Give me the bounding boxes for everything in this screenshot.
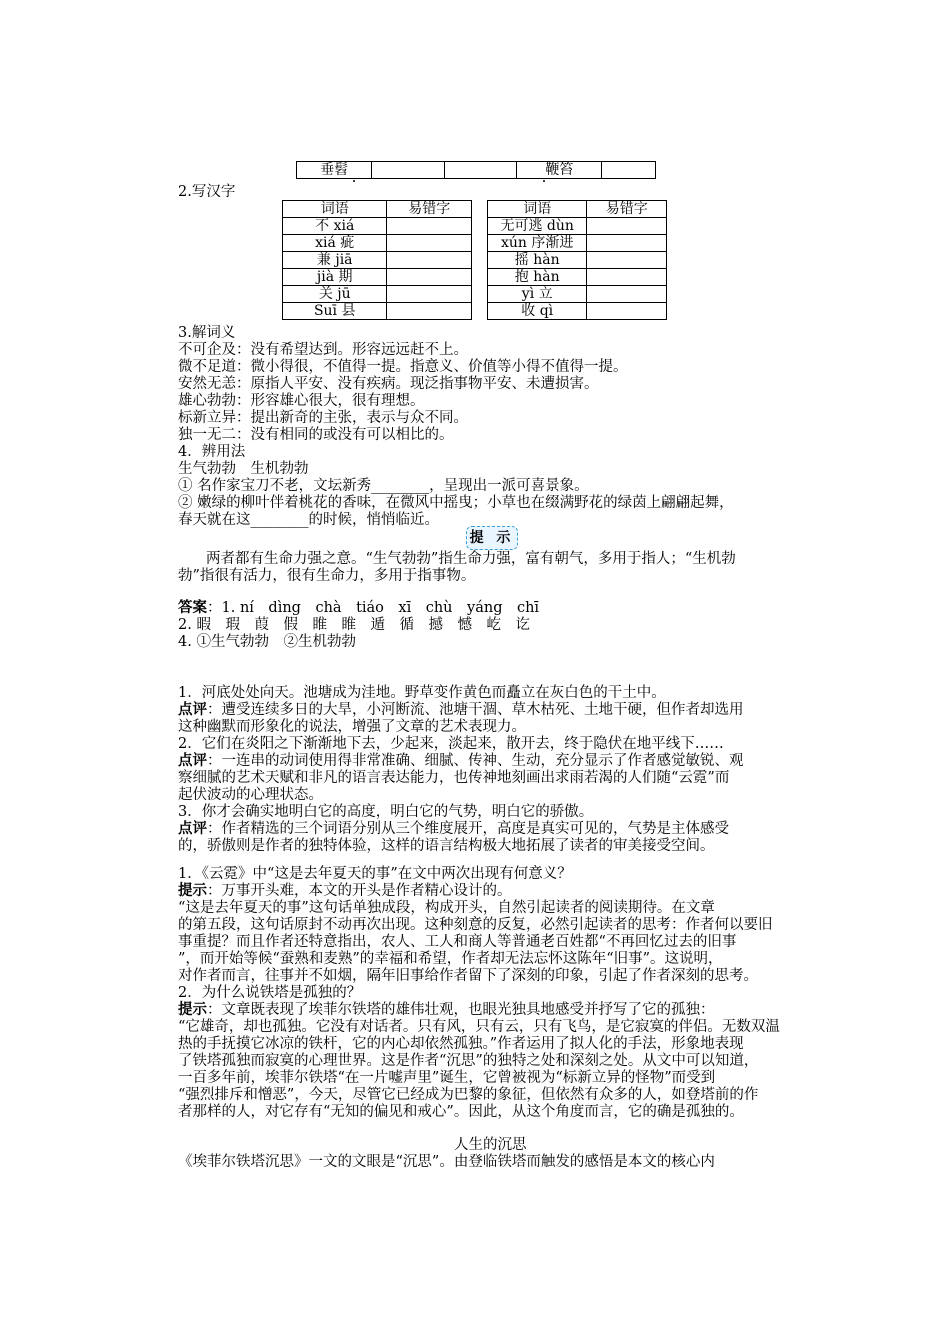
hint-text: 两者都有生命力强之意。“生气勃勃”指生命力强，富有朝气，多用于指人；“生机勃: [206, 551, 736, 567]
answers-line-1: [178, 600, 539, 617]
word-cell: Suī 县: [283, 303, 387, 320]
emphasis-dot: [543, 180, 545, 182]
definition-line: 不可企及：没有希望达到。形容远远赶不上。: [178, 342, 468, 358]
section-2-title: 2.写汉字: [178, 184, 236, 200]
hanzi-table-left: [282, 200, 472, 320]
answers-label: 答案: [178, 600, 207, 616]
top-cell-2: [372, 162, 444, 179]
hanzi-table-right: [487, 200, 667, 320]
section-4-title: 4．辨用法: [178, 444, 246, 460]
answer-cell: [387, 286, 472, 303]
paragraph-line: “这是去年夏天的事”这句话单独成段，构成开头，自然引起读者的阅读期待。在文章: [178, 900, 715, 916]
answers-text: ：1. ní dìng chà tiáo xī chù yáng chī: [207, 600, 540, 616]
definition-line: 独一无二：没有相同的或没有可以相比的。: [178, 427, 454, 443]
answer-cell: [587, 269, 667, 286]
tip-2: [178, 1002, 715, 1019]
comment-text: ：一连串的动词使用得非常准确、细腻、传神、生动，充分显示了作者感觉敏锐、观: [207, 753, 744, 769]
comment-label: 点评: [178, 753, 207, 769]
comment-text: ：遭受连续多日的大旱，小河断流、池塘干涸、草木枯死、土地干硬，但作者却选用: [207, 702, 744, 718]
definition-line: 安然无恙：原指人平安、没有疾病。现泛指事物平安、未遭损害。: [178, 376, 599, 392]
top-cell-1: 垂髫: [297, 162, 372, 179]
emphasis-dot: [353, 180, 355, 182]
header-word: 词语: [283, 201, 387, 218]
paragraph-line: “强烈排斥和憎恶”，今天，尽管它已经成为巴黎的象征，但依然有众多的人，如登塔前的作: [178, 1087, 759, 1103]
paragraph-line: 热的手抚摸它冰凉的铁杆，它的内心却依然孤独。”作者运用了拟人化的手法，形象地表现: [178, 1036, 744, 1052]
tip-1: [178, 883, 512, 900]
answer-cell: [587, 218, 667, 235]
word-pair: 生气勃勃 生机勃勃: [178, 461, 309, 477]
essay-line: 《埃菲尔铁塔沉思》一文的文眼是“沉思”。由登临铁塔而触发的感悟是本文的核心内: [178, 1154, 715, 1170]
definition-line: 雄心勃勃：形容雄心很大，很有理想。: [178, 393, 425, 409]
hint-text-cont: 勃”指很有活力，很有生命力，多用于指事物。: [178, 568, 476, 584]
answer-cell: [587, 235, 667, 252]
word-cell: 不 xiá: [283, 218, 387, 235]
tip-text: ：文章既表现了埃菲尔铁塔的雄伟壮观，也眼光独具地感受并抒写了它的孤独：: [207, 1002, 715, 1018]
paragraph-line: 一百多年前，埃菲尔铁塔“在一片嘘声里”诞生，它曾被视为“标新立异的怪物”而受到: [178, 1070, 716, 1086]
answer-cell: [587, 286, 667, 303]
comment-3: [178, 821, 729, 838]
answer-cell: [387, 303, 472, 320]
word-cell: 兼 jiā: [283, 252, 387, 269]
answer-cell: [387, 235, 472, 252]
question-2: 2．为什么说铁塔是孤独的？: [178, 985, 362, 1001]
exercise-2: ② 嫩绿的柳叶伴着桃花的香味，在微风中摇曳；小草也在缀满野花的绿茵上翩翩起舞，: [178, 495, 734, 511]
header-error: 易错字: [587, 201, 667, 218]
word-cell: 无可逃 dùn: [488, 218, 587, 235]
essay-title: 人生的沉思: [454, 1137, 527, 1153]
comment-1: [178, 702, 744, 719]
paragraph-line: 了铁塔孤独而寂寞的心理世界。这是作者“沉思”的独特之处和深刻之处。从文中可以知道，: [178, 1053, 759, 1069]
hint-badge: 提 示: [466, 526, 518, 550]
paragraph-line: 事重提？而且作者还特意指出，农人、工人和商人等普通老百姓都“不再回忆过去的旧事: [178, 934, 737, 950]
comment-2-cont: 起伏波动的心理状态。: [178, 787, 323, 803]
comment-1-cont: 这种幽默而形象化的说法，增强了文章的艺术表现力。: [178, 719, 526, 735]
answer-cell: [387, 218, 472, 235]
top-cell-4: 鞭笞: [517, 162, 602, 179]
sentence-1: 1．河底处处向天。池塘成为洼地。野草变作黄色而矗立在灰白色的干土中。: [178, 685, 666, 701]
word-cell: 抱 hàn: [488, 269, 587, 286]
paragraph-line: 者那样的人，对它存有“无知的偏见和戒心”。因此，从这个角度而言，它的确是孤独的。: [178, 1104, 744, 1120]
top-word-table: [296, 161, 656, 179]
header-word: 词语: [488, 201, 587, 218]
top-cell-3: [444, 162, 516, 179]
paragraph-line: “它雄奇，却也孤独。它没有对话者。只有风，只有云，只有飞鸟，是它寂寞的伴侣。无数双温: [178, 1019, 780, 1035]
word-cell: jià 期: [283, 269, 387, 286]
word-cell: 关 jū: [283, 286, 387, 303]
tip-text: ：万事开头难，本文的开头是作者精心设计的。: [207, 883, 512, 899]
answer-cell: [587, 252, 667, 269]
comment-label: 点评: [178, 702, 207, 718]
tip-label: 提示: [178, 1002, 207, 1018]
answer-cell: [387, 252, 472, 269]
word-cell: 摇 hàn: [488, 252, 587, 269]
paragraph-line: ”，而开始等候“蚕熟和麦熟”的幸福和希望，作者却无法忘怀这陈年“旧事”。这说明，: [178, 951, 723, 967]
comment-2-cont: 察细腻的艺术天赋和非凡的语言表达能力，也传神地刻画出求雨若渴的人们随“云霓”而: [178, 770, 730, 786]
exercise-1: ① 名作家宝刀不老，文坛新秀________，呈现出一派可喜景象。: [178, 478, 589, 494]
exercise-2-cont: 春天就在这________的时候，悄悄临近。: [178, 512, 439, 528]
definition-line: 微不足道：微小得很，不值得一提。指意义、价值等小得不值得一提。: [178, 359, 628, 375]
word-cell: xiá 疵: [283, 235, 387, 252]
paragraph-line: 的第五段，这句话原封不动再次出现。这种刻意的反复，必然引起读者的思考：作者何以要旧: [178, 917, 773, 933]
question-1: 1．《云霓》中“这是去年夏天的事”在文中两次出现有何意义？: [178, 866, 572, 882]
paragraph-line: 对作者而言，往事并不如烟，隔年旧事给作者留下了深刻的印象，引起了作者深刻的思考。: [178, 968, 758, 984]
comment-text: ：作者精选的三个词语分别从三个维度展开，高度是真实可见的，气势是主体感受: [207, 821, 729, 837]
sentence-2: 2．它们在炎阳之下渐渐地下去，少起来，淡起来，散开去，终于隐伏在地平线下……: [178, 736, 724, 752]
answers-line-2: 2. 暇 瑕 葭 假 睢 睢 遁 循 撼 憾 屹 讫: [178, 617, 530, 633]
word-cell: xún 序渐进: [488, 235, 587, 252]
section-3-title: 3.解词义: [178, 325, 236, 341]
header-error: 易错字: [387, 201, 472, 218]
word-cell: yì 立: [488, 286, 587, 303]
answer-cell: [387, 269, 472, 286]
comment-label: 点评: [178, 821, 207, 837]
top-cell-5: [602, 162, 656, 179]
answers-line-3: 4. ①生气勃勃 ②生机勃勃: [178, 634, 356, 650]
tip-label: 提示: [178, 883, 207, 899]
comment-2: [178, 753, 744, 770]
word-cell: 收 qì: [488, 303, 587, 320]
sentence-3: 3．你才会确实地明白它的高度，明白它的气势，明白它的骄傲。: [178, 804, 594, 820]
definition-line: 标新立异：提出新奇的主张，表示与众不同。: [178, 410, 468, 426]
answer-cell: [587, 303, 667, 320]
comment-3-cont: 的，骄傲则是作者的独特体验，这样的语言结构极大地拓展了读者的审美接受空间。: [178, 838, 715, 854]
